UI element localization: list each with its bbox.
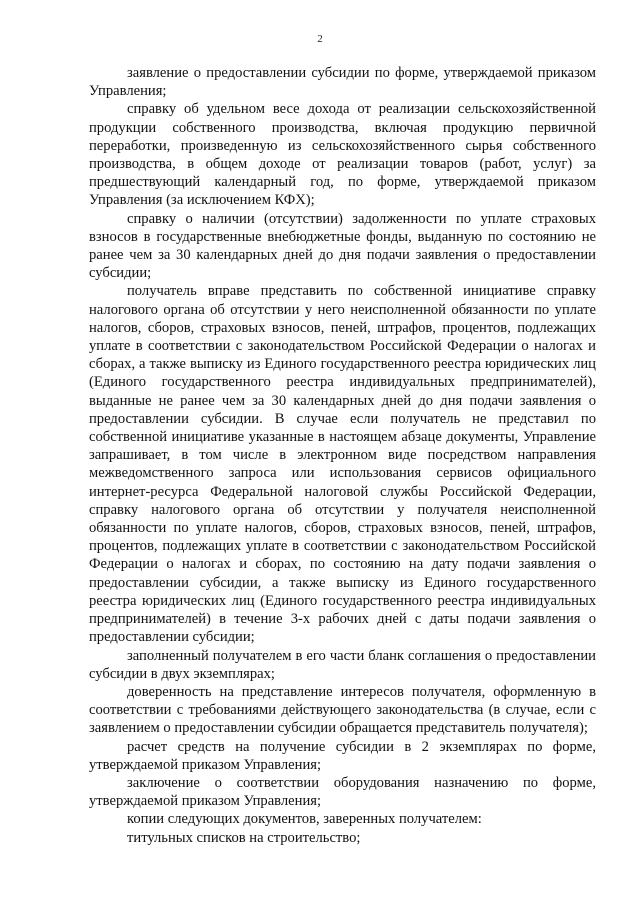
paragraph-power-of-attorney: доверенность на представление интересов получателя, оформленную в соответствии с требованиями действующего законодательства (в случае, если с заявлением о предоставлении субсидии обращается представитель получателя);: [89, 683, 596, 737]
paragraph-construction-lists: титульных списков на строительство;: [127, 829, 361, 846]
paragraph-tax-certificate: получатель вправе представить по собственной инициативе справку налогового органа об отсутствии у него неисполненной обязанности по уплате налогов, сборов, страховых взносов, пеней, штрафов, процентов, подлежащих уплате в соответствии с законодательством Российской Федерации о налогах и сборах, а также выписку из Единого государственного реестра юридических лиц (Единого государственного реестра индивидуальных предпринимателей), выданные не ранее чем за 30 календарных дней до дня подачи заявления о предоставлении субсидии. В случае если получатель не представил по собственной инициативе указанные в настоящем абзаце документы, Управление запрашивает, в том числе в электронном виде посредством направления межведомственного запроса или использования сервисов официального интернет-ресурса Федеральной налоговой службы Российской Федерации, справку налогового органа об отсутствии у получателя неисполненной обязанности по уплате налогов, сборов, страховых взносов, пеней, штрафов, процентов, подлежащих уплате в соответствии с законодательством Российской Федерации о налогах и сборах, по состоянию на дату подачи заявления о предоставлении субсидии, а также выписку из Единого государственного реестра юридических лиц (Единого государственного реестра индивидуальных предпринимателей) в течение 3-х рабочих дней с даты подачи заявления о предоставлении субсидии;: [89, 283, 596, 646]
paragraph-insurance-debt-certificate: справку о наличии (отсутствии) задолженности по уплате страховых взносов в государственные внебюджетные фонды, выданную по состоянию не ранее чем за 30 календарных дней до дня подачи заявления о предоставлении субсидии;: [89, 210, 596, 282]
paragraph-application: заявление о предоставлении субсидии по форме, утверждаемой приказом Управления;: [89, 65, 596, 100]
paragraph-document-copies: копии следующих документов, заверенных получателем:: [127, 811, 482, 828]
paragraph-equipment-conclusion: заключение о соответствии оборудования назначению по форме, утверждаемой приказом Управления;: [89, 774, 596, 810]
paragraph-agreement-form: заполненный получателем в его части бланк соглашения о предоставлении субсидии в двух экземплярах;: [89, 647, 596, 682]
paragraph-subsidy-calculation: расчет средств на получение субсидии в 2 экземплярах по форме, утверждаемой приказом Управления;: [89, 738, 596, 773]
document-body: [89, 64, 596, 847]
page-number: 2: [317, 33, 323, 45]
paragraph-income-share-certificate: справку об удельном весе дохода от реализации сельскохозяйственной продукции собственного производства, включая продукцию первичной переработки, произведенную из сельскохозяйственного сырья собственного производства, в общем доходе от реализации товаров (работ, услуг) за предшествующий календарный год, по форме, утверждаемой приказом Управления (за исключением КФХ);: [89, 101, 596, 209]
